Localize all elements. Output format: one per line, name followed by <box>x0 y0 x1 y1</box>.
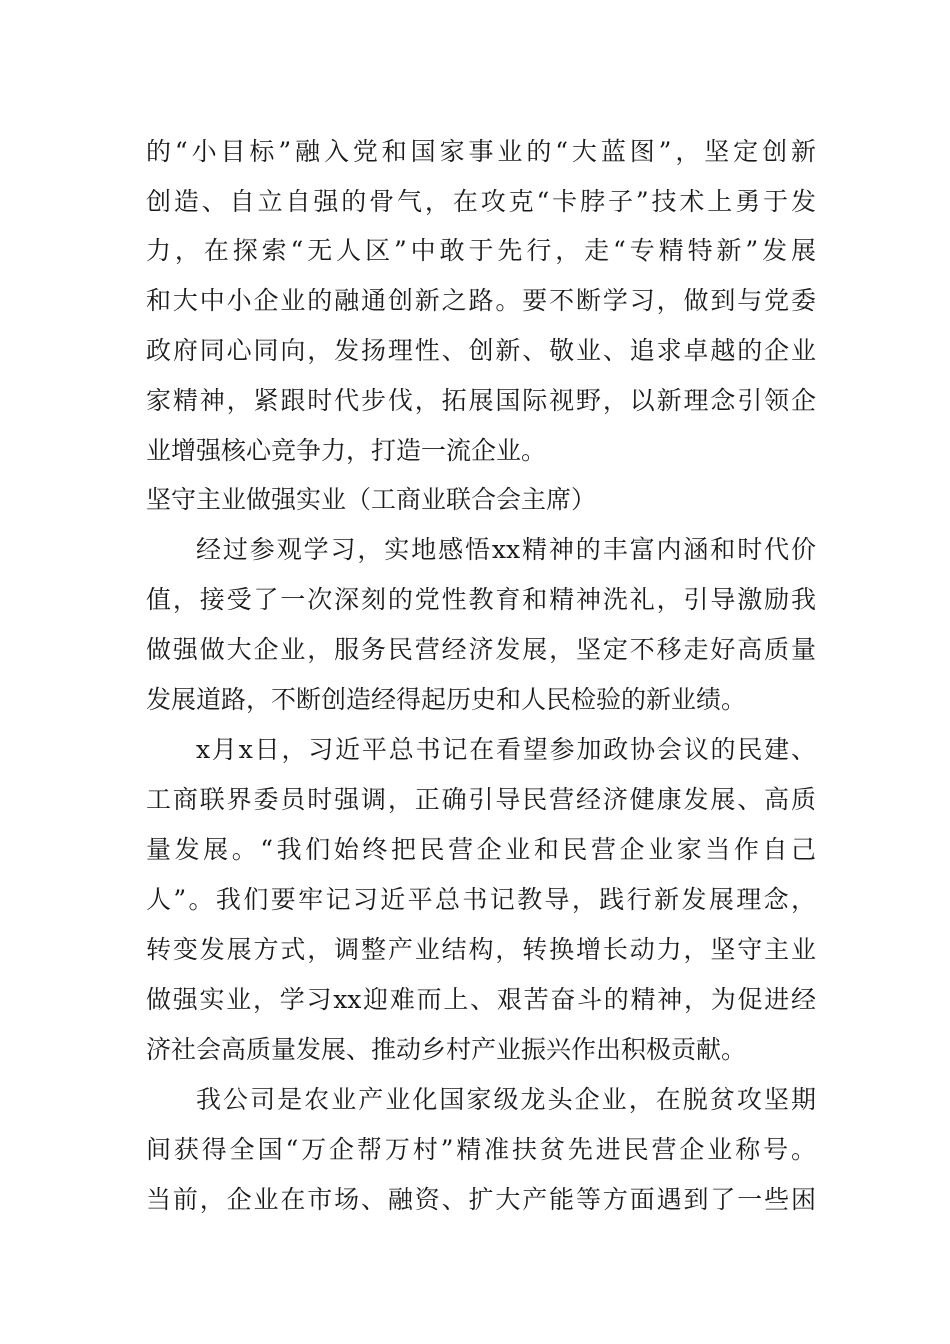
text-line: 转变发展方式，调整产业结构，转换增长动力，坚守主业 <box>146 935 816 964</box>
text-line: 做强实业，学习xx迎难而上、艰苦奋斗的精神，为促进经 <box>146 985 816 1014</box>
text-line: 工商联界委员时强调，正确引导民营经济健康发展、高质 <box>146 785 816 814</box>
text-line: 值，接受了一次深刻的党性教育和精神洗礼，引导激励我 <box>146 585 816 614</box>
text-line: 政府同心同向，发扬理性、创新、敬业、追求卓越的企业 <box>146 336 816 365</box>
text-line: 创造、自立自强的骨气，在攻克“卡脖子”技术上勇于发 <box>146 187 816 216</box>
text-line: 发展道路，不断创造经得起历史和人民检验的新业绩。 <box>146 685 747 714</box>
text-line: 当前，企业在市场、融资、扩大产能等方面遇到了一些困 <box>146 1185 816 1214</box>
text-line: 间获得全国“万企帮万村”精准扶贫先进民营企业称号。 <box>146 1135 816 1164</box>
text-line: 量发展。“我们始终把民营企业和民营企业家当作自己 <box>146 835 816 864</box>
text-line: 我公司是农业产业化国家级龙头企业，在脱贫攻坚期 <box>196 1085 816 1114</box>
text-line: x月x日，习近平总书记在看望参加政协会议的民建、 <box>196 735 816 764</box>
text-line: 济社会高质量发展、推动乡村产业振兴作出积极贡献。 <box>146 1035 747 1064</box>
text-line: 做强做大企业，服务民营经济发展，坚定不移走好高质量 <box>146 635 816 664</box>
text-line: 的“小目标”融入党和国家事业的“大蓝图”，坚定创新 <box>146 137 816 166</box>
text-line: 经过参观学习，实地感悟xx精神的丰富内涵和时代价 <box>196 535 816 564</box>
text-line: 业增强核心竞争力，打造一流企业。 <box>146 436 547 465</box>
text-line: 人”。我们要牢记习近平总书记教导，践行新发展理念， <box>146 885 816 914</box>
text-line: 力，在探索“无人区”中敢于先行，走“专精特新”发展 <box>146 236 816 265</box>
section-heading: 坚守主业做强实业（工商业联合会主席） <box>146 485 597 514</box>
text-line: 和大中小企业的融通创新之路。要不断学习，做到与党委 <box>146 286 816 315</box>
text-line: 家精神，紧跟时代步伐，拓展国际视野，以新理念引领企 <box>146 386 816 415</box>
